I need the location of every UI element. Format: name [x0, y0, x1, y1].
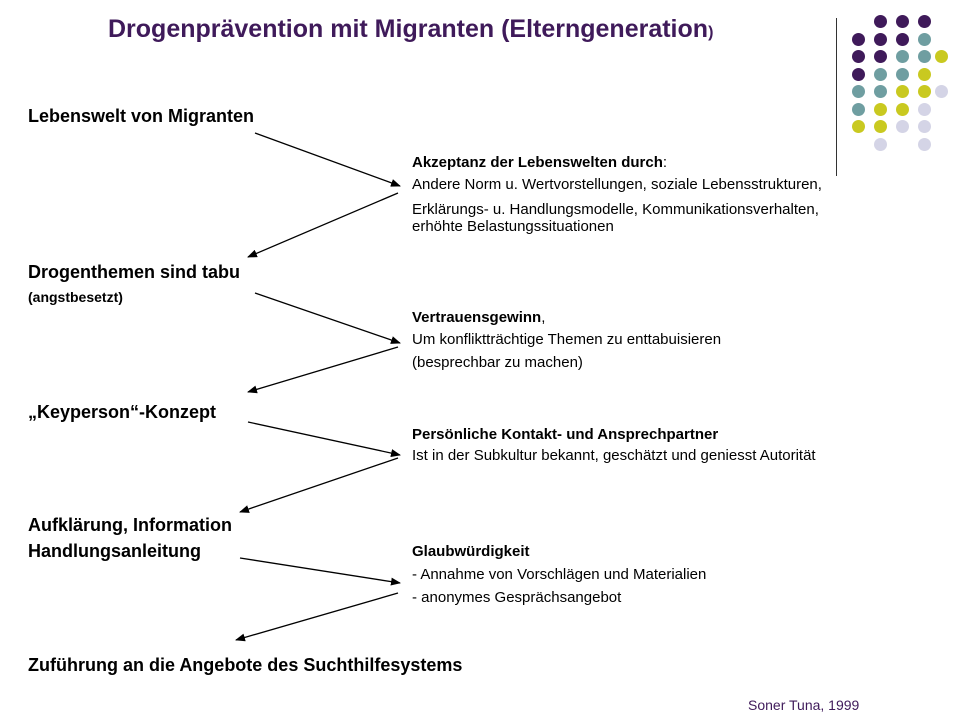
arrow-3-right	[248, 422, 400, 455]
right-block2-heading-suffix: ,	[541, 309, 546, 326]
arrow-4-back	[236, 593, 398, 640]
arrow-3-back	[240, 458, 398, 512]
left-item-drogenthemen: Drogenthemen sind tabu	[28, 262, 241, 282]
title-text: Drogenprävention mit Migranten (Elterngeneration	[108, 15, 709, 43]
left-item-zufuehrung: Zuführung an die Angebote des Suchthilfesystems	[28, 655, 463, 675]
right-block4-line1: - Annahme von Vorschlägen und Materialien	[412, 566, 707, 583]
left-item-handlungsanleitung: Handlungsanleitung	[28, 541, 201, 561]
right-block1-line2: Erklärungs- u. Handlungsmodelle, Kommunikationsverhalten,	[412, 201, 819, 218]
left-item-lebenswelt: Lebenswelt von Migranten	[28, 106, 255, 126]
right-block3-heading: Persönliche Kontakt- und Ansprechpartner	[412, 426, 719, 443]
title-closing-paren: )	[708, 24, 714, 41]
right-block2-heading-text: Vertrauensgewinn	[412, 309, 542, 326]
right-block1-heading-suffix: :	[662, 154, 668, 171]
arrow-4-right	[240, 558, 400, 583]
arrow-2-right	[255, 293, 400, 343]
right-block2-line2: (besprechbar zu machen)	[412, 354, 583, 371]
right-block1-line1: Andere Norm u. Wertvorstellungen, soziale Lebensstrukturen,	[412, 176, 822, 193]
left-item-keyperson: „Keyperson“-Konzept	[28, 402, 217, 422]
arrow-1-right	[255, 133, 400, 186]
arrow-2-back	[248, 347, 398, 392]
arrow-1-back	[248, 193, 398, 257]
right-block2-line1: Um konfliktträchtige Themen zu enttabuisieren	[412, 331, 722, 348]
right-block1-line3: erhöhte Belastungssituationen	[412, 218, 614, 235]
right-block3-line1: Ist in der Subkultur bekannt, geschätzt und geniesst Autorität	[412, 447, 816, 464]
left-item-aufklaerung: Aufklärung, Information	[28, 515, 232, 535]
right-block4-heading: Glaubwürdigkeit	[412, 543, 530, 560]
left-item-drogenthemen-sub: (angstbesetzt)	[28, 289, 123, 305]
right-block1-heading-text: Akzeptanz der Lebenswelten durch	[412, 154, 663, 171]
source-citation: Soner Tuna, 1999	[748, 697, 860, 713]
right-block4-line2: - anonymes Gesprächsangebot	[412, 589, 622, 606]
